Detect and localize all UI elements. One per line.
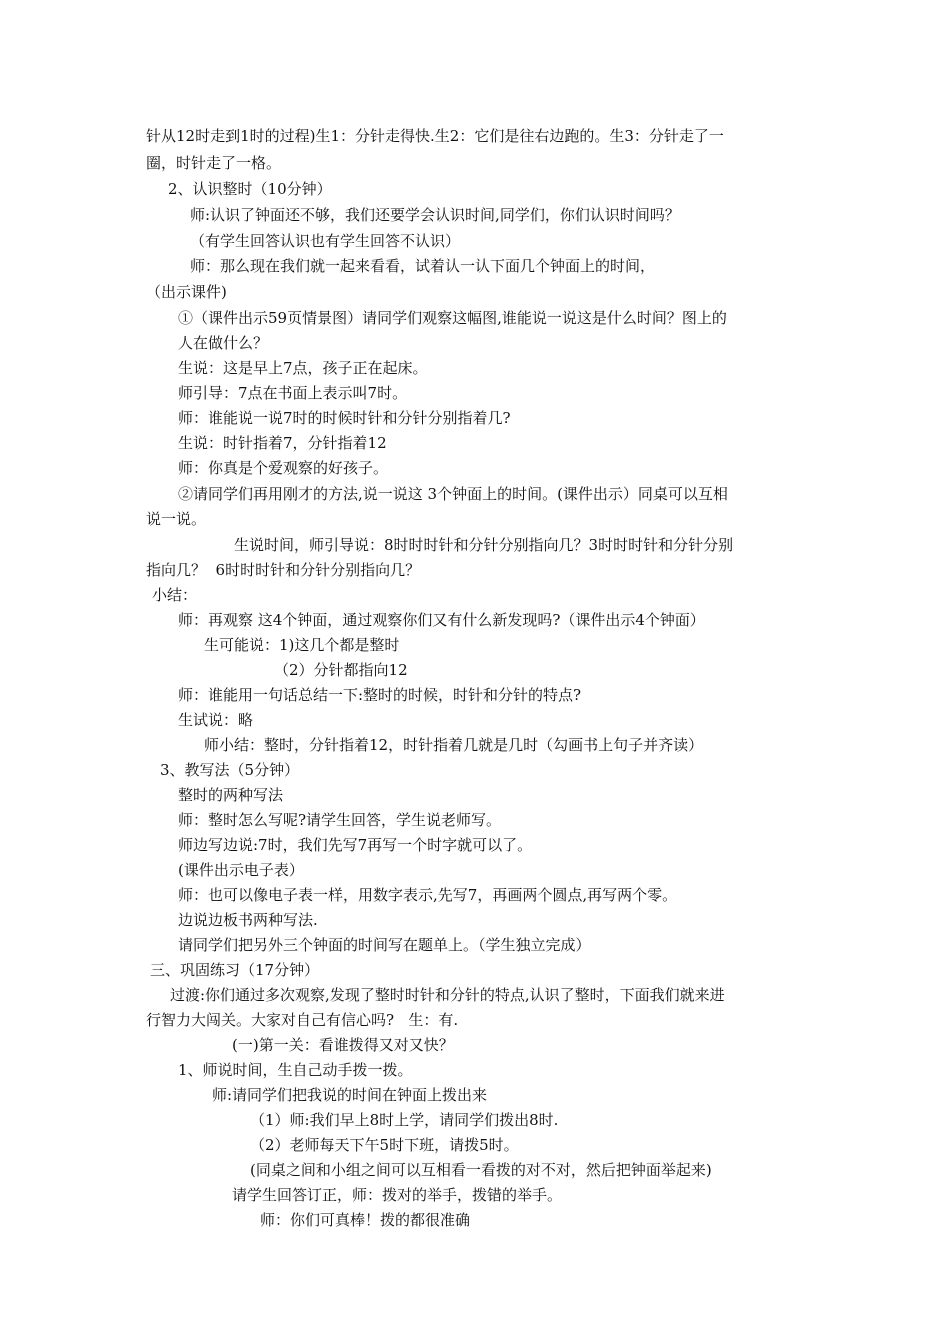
text-line: 生说：这是早上7点，孩子正在起床。 [178,359,428,377]
text-line: （有学生回答认识也有学生回答不认识） [190,232,461,250]
text-line: 生可能说：1)这几个都是整时 [204,636,400,654]
text-line: 说一说。 [146,510,207,528]
text-line: 行智力大闯关。大家对自己有信心吗? 生：有. [146,1011,459,1029]
text-line: 师边写边说:7时，我们先写7再写一个时字就可以了。 [178,836,533,854]
text-line: 人在做什么？ [178,334,269,352]
text-line: 整时的两种写法 [178,786,284,804]
section-heading: 三、巩固练习（17分钟） [150,961,320,979]
text-line: 师：整时怎么写呢?请学生回答，学生说老师写。 [178,811,502,829]
text-line: 师：再观察 这4个钟面，通过观察你们又有什么新发现吗?（课件出示4个钟面） [178,611,705,629]
text-line: 边说边板书两种写法. [178,911,318,929]
text-line: 1、师说时间，生自己动手拨一拨。 [178,1061,413,1079]
text-line: 请同学们把另外三个钟面的时间写在题单上。（学生独立完成） [178,936,591,954]
text-line: （2）分针都指向12 [274,661,408,679]
section-heading: 2、认识整时（10分钟） [168,180,332,198]
text-line: 师：谁能用一句话总结一下:整时的时候，时针和分针的特点? [178,686,582,704]
text-line: 师：也可以像电子表一样，用数字表示,先写7，再画两个圆点,再写两个零。 [178,886,678,904]
text-line: 师:认识了钟面还不够，我们还要学会认识时间,同学们，你们认识时间吗？ [190,206,680,224]
text-line: 师：你真是个爱观察的好孩子。 [178,459,389,477]
text-line: (同桌之间和小组之间可以互相看一看拨的对不对，然后把钟面举起来) [250,1161,712,1179]
text-line: 师：谁能说一说7时的时候时针和分针分别指着几? [178,409,511,427]
text-line: 生说时间，师引导说：8时时时针和分针分别指向几？3时时时针和分针分别 [234,536,734,554]
text-line: 针从12时走到1时的过程)生1：分针走得快.生2：它们是往右边跑的。生3：分针走了一 [146,127,724,145]
text-line: 师小结：整时，分针指着12，时针指着几就是几时（勾画书上句子并齐读） [204,736,704,754]
subsection-heading: (一)第一关：看谁拨得又对又快？ [232,1036,454,1054]
text-line: 过渡:你们通过多次观察,发现了整时时针和分针的特点,认识了整时，下面我们就来进 [170,986,725,1004]
text-line: ①（课件出示59页情景图）请同学们观察这幅图,谁能说一说这是什么时间？图上的 [178,309,727,327]
text-line: （1）师:我们早上8时上学，请同学们拨出8时. [250,1111,559,1129]
text-line: ②请同学们再用刚才的方法,说一说这 3个钟面上的时间。(课件出示）同桌可以互相 [178,485,728,503]
text-line: (课件出示电子表） [178,861,304,879]
text-line: （出示课件) [146,283,227,301]
text-line: 生说：时针指着7，分针指着12 [178,434,387,452]
section-heading: 3、教写法（5分钟） [160,761,300,779]
text-line: 师:请同学们把我说的时间在钟面上拨出来 [212,1086,488,1104]
text-line: 师引导：7点在书面上表示叫7时。 [178,384,408,402]
text-line: 师：那么现在我们就一起来看看，试着认一认下面几个钟面上的时间， [190,257,656,275]
text-line: （2）老师每天下午5时下班，请拨5时。 [250,1136,519,1154]
text-line: 请学生回答订正，师：拨对的举手，拨错的举手。 [232,1186,563,1204]
text-line: 指向几？ 6时时时针和分针分别指向几？ [146,561,421,579]
text-line: 师：你们可真棒！拨的都很准确 [260,1211,471,1229]
text-line: 圈，时针走了一格。 [146,154,282,172]
text-line: 生试说：略 [178,711,254,729]
text-line: 小结： [152,586,198,604]
